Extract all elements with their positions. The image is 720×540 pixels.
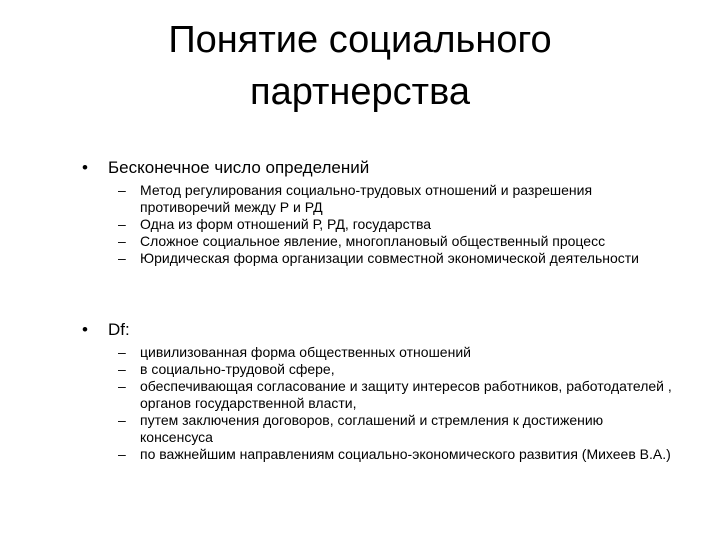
dash-icon: – [118, 344, 126, 360]
bullet-df-label: Df: [108, 320, 130, 339]
dash-icon: – [118, 412, 126, 428]
df-item-text: в социально-трудовой сфере, [140, 361, 335, 377]
df-list [118, 344, 678, 463]
definition-item-text: Одна из форм отношений Р, РД, государства [140, 216, 432, 232]
definition-item-2 [118, 216, 678, 233]
df-item-text: путем заключения договоров, соглашений и стремления к достижению консенсуса [140, 412, 604, 445]
df-item-text: обеспечивающая согласование и защиту интересов работников, работодателей , органов государственной власти, [140, 378, 672, 411]
df-item-text: по важнейшим направлениям социально-экономического развития (Михеев В.А.) [140, 446, 671, 462]
dash-icon: – [118, 182, 126, 198]
definition-item-text: Метод регулирования социально-трудовых отношений и разрешения противоречий между Р и РД [140, 182, 593, 215]
definition-item-3 [118, 233, 678, 250]
dash-icon: – [118, 378, 126, 394]
bullet-dot-icon: • [82, 320, 88, 339]
slide-title-line-1: Понятие социального [168, 19, 552, 61]
definition-item-text: Сложное социальное явление, многоплановый общественный процесс [140, 233, 606, 249]
definition-item-text: Юридическая форма организации совместной экономической деятельности [140, 250, 639, 266]
df-item-text: цивилизованная форма общественных отношений [140, 344, 471, 360]
df-item-3 [118, 378, 678, 412]
bullet-dot-icon: • [82, 158, 88, 177]
dash-icon: – [118, 446, 126, 462]
df-item-2 [118, 361, 678, 378]
bullet-definitions-label: Бесконечное число определений [108, 158, 370, 177]
df-item-1 [118, 344, 678, 361]
definition-item-4 [118, 250, 678, 267]
definitions-list [118, 182, 678, 267]
df-item-4 [118, 412, 678, 446]
definition-item-1 [118, 182, 678, 216]
dash-icon: – [118, 250, 126, 266]
slide-title [60, 14, 660, 118]
dash-icon: – [118, 361, 126, 377]
dash-icon: – [118, 216, 126, 232]
dash-icon: – [118, 233, 126, 249]
df-item-5 [118, 446, 678, 463]
slide-title-line-2: партнерства [250, 71, 470, 113]
